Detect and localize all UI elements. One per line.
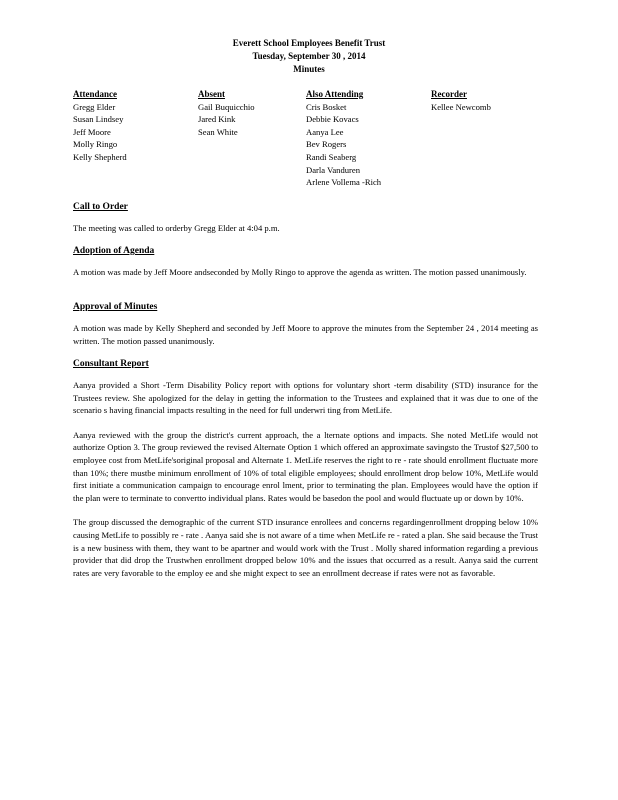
attendee-name: Kelly Shepherd bbox=[73, 151, 127, 162]
attendance-heading: Attendance bbox=[73, 89, 117, 99]
attendee-name: Molly Ringo bbox=[73, 139, 118, 150]
absent-name: Gail Buquicchio bbox=[198, 101, 255, 112]
guest-name: Debbie Kovacs bbox=[306, 114, 359, 125]
consultant-report-heading: Consultant Report bbox=[73, 359, 149, 369]
attendance-column bbox=[73, 88, 127, 164]
recorder-name: Kellee Newcomb bbox=[431, 101, 491, 112]
title-minutes: Minutes bbox=[293, 64, 325, 74]
also-attending-column bbox=[306, 88, 381, 189]
adoption-of-agenda-section bbox=[73, 245, 538, 291]
guest-name: Bev Rogers bbox=[306, 139, 347, 150]
also-attending-heading: Also Attending bbox=[306, 89, 364, 99]
attendee-name: Gregg Elder bbox=[73, 101, 116, 112]
recorder-heading: Recorder bbox=[431, 89, 467, 99]
absent-name: Sean White bbox=[198, 126, 238, 137]
call-to-order-heading: Call to Order bbox=[73, 202, 128, 212]
document-title bbox=[0, 37, 618, 76]
guest-name: Arlene Vollema -Rich bbox=[306, 177, 382, 188]
guest-name: Cris Bosket bbox=[306, 101, 347, 112]
approval-of-minutes-heading: Approval of Minutes bbox=[73, 302, 158, 312]
guest-name: Aanya Lee bbox=[306, 126, 344, 137]
absent-name: Jared Kink bbox=[198, 114, 236, 125]
attendee-name: Jeff Moore bbox=[73, 126, 111, 137]
consultant-report-paragraph: Aanya reviewed with the group the district's current approach, the a lternate options and impacts. She noted MetLife would not authorize Option 3. The group reviewed the revised Alternate Option 1 which offered an approximate savingsto the Trustof $27,500 to employee cost from MetLife'soriginal proposal and Alternate 1. MetLife reserves the right to re - rate should enrollment fluctuate more than 10%; there mustbe minimum enrollment of 10% of total eligible employees; should enrollment drop below 10%, MetLife would first initiate a communication campaign to encourage enrol lment, prior to terminating the plan. Employees would have the option if the plan were to terminate to convertto individual plans. Rates would be basedon the pool and would fluctuate up or down by 10%. bbox=[73, 429, 538, 503]
consultant-report-section bbox=[73, 358, 538, 591]
guest-name: Randi Seaberg bbox=[306, 151, 357, 162]
approval-of-minutes-text: A motion was made by Kelly Shepherd and seconded by Jeff Moore to approve the minutes from the September 24 , 2014 meeting as written. The motion passed unanimously. bbox=[73, 323, 538, 346]
absent-column bbox=[198, 88, 255, 138]
title-date: Tuesday, September 30 , 2014 bbox=[252, 51, 366, 61]
guest-name: Darla Vanduren bbox=[306, 164, 361, 175]
absent-heading: Absent bbox=[198, 89, 226, 99]
call-to-order-text: The meeting was called to orderby Gregg Elder at 4:04 p.m. bbox=[73, 223, 280, 233]
adoption-of-agenda-heading: Adoption of Agenda bbox=[73, 246, 155, 256]
consultant-report-paragraph: Aanya provided a Short -Term Disability Policy report with options for voluntary short -term disability (STD) insurance for the Trustees review. She apologized for the delay in getting the information to the Trustees and explained that it was due to one of the scenario s having financial impacts resulting in the need for full underwri ting from MetLife. bbox=[73, 380, 538, 416]
call-to-order-section bbox=[73, 201, 538, 247]
approval-of-minutes-section bbox=[73, 301, 538, 359]
attendee-name: Susan Lindsey bbox=[73, 114, 124, 125]
consultant-report-paragraph: The group discussed the demographic of the current STD insurance enrollees and concerns regardingenrollment dropping below 10% causing MetLife to possibly re - rate . Aanya said she is not aware of a time when MetLife re - rated a plan. She said because the Trust is a new business with them, they want to be apartner and would work with the Trust . Molly shared information regarding a previous provider that did drop the Trustwhen enrollment dropped below 10% and the issues that occurred as a result. Aanya said the current rates are very favorable to the employ ee and she might expect to see an enrollment decrease if rates were not as favorable. bbox=[73, 517, 538, 578]
title-organization: Everett School Employees Benefit Trust bbox=[232, 38, 386, 48]
recorder-column bbox=[431, 88, 491, 113]
adoption-of-agenda-text: A motion was made by Jeff Moore andseconded by Molly Ringo to approve the agenda as written. The motion passed unanimously. bbox=[73, 267, 527, 277]
